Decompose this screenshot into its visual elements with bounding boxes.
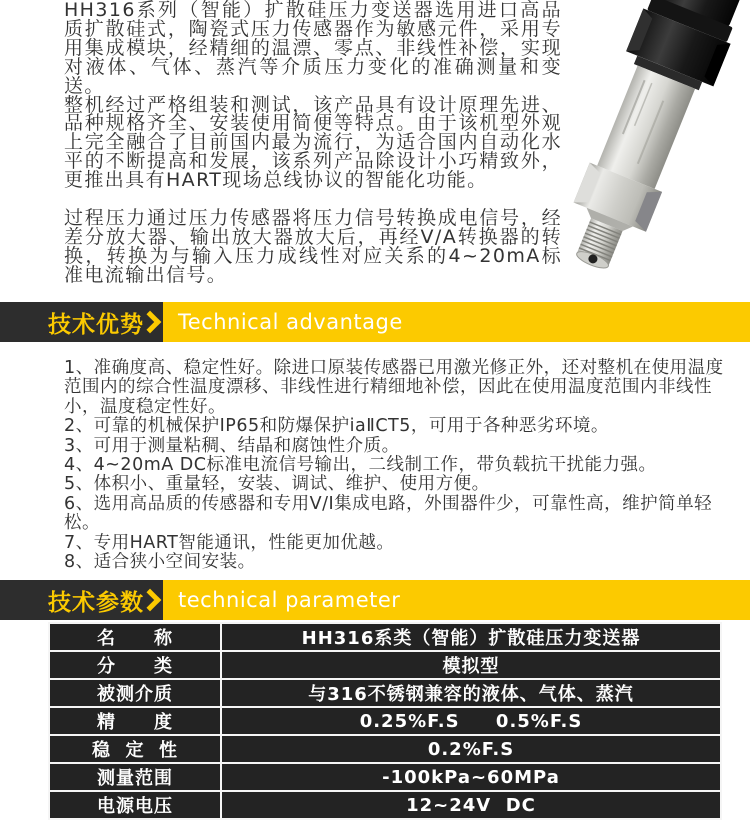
advantage-item: 2、可靠的机械保护IP65和防爆保护iaⅡCT5，可用于各种恶劣环境。 <box>64 416 609 437</box>
banner-yellow-bar <box>163 580 750 620</box>
param-value: 12~24V DC <box>221 791 721 819</box>
param-value: 0.2%F.S <box>221 735 721 763</box>
table-row <box>49 735 721 763</box>
table-row <box>49 679 721 707</box>
banner-yellow-bar <box>163 302 750 342</box>
product-intro <box>64 1 562 285</box>
param-value: 模拟型 <box>221 651 721 679</box>
section-header-advantage <box>0 302 750 342</box>
param-label: 精 度 <box>49 707 221 735</box>
table-row <box>49 623 721 651</box>
advantage-list <box>64 359 724 572</box>
advantage-item: 7、专用HART智能通讯，性能更加优越。 <box>64 532 395 553</box>
param-value: -100kPa~60MPa <box>221 763 721 791</box>
intro-paragraph-1: HH316系列（智能）扩散硅压力变送器选用进口高品质扩散硅式，陶瓷式压力传感器作为敏感元件，采用专用集成模块，经精细的温漂、零点、非线性补偿，实现对液体、气体、蒸汽等介质压力变化的准确测量和变送。 <box>64 0 562 97</box>
section-header-parameter <box>0 580 750 620</box>
table-row <box>49 791 721 819</box>
section-title-cn: 技术优势 <box>48 311 144 338</box>
section-title-cn: 技术参数 <box>48 589 144 616</box>
advantage-item: 8、适合狭小空间安装。 <box>64 552 256 573</box>
product-photo <box>540 0 750 300</box>
param-value: HH316系类（智能）扩散硅压力变送器 <box>221 623 721 651</box>
table-row <box>49 763 721 791</box>
parameter-table <box>48 622 722 820</box>
table-row <box>49 651 721 679</box>
param-label: 测量范围 <box>49 763 221 791</box>
advantage-item: 5、体积小、重量轻，安装、调试、维护、使用方便。 <box>64 474 490 495</box>
param-value: 与316不锈钢兼容的液体、气体、蒸汽 <box>221 679 721 707</box>
table-row <box>49 707 721 735</box>
advantage-item: 6、选用高品质的传感器和专用V/I集成电路，外围器件少，可靠性高，维护简单轻松。 <box>64 493 713 534</box>
pressure-transmitter-photo-icon <box>540 0 750 300</box>
section-title-en: Technical advantage <box>178 310 403 334</box>
param-label: 稳 定 性 <box>49 735 221 763</box>
advantage-item: 3、可用于测量粘稠、结晶和腐蚀性介质。 <box>64 435 400 456</box>
advantage-item: 4、4~20mA DC标准电流信号输出，二线制工作，带负载抗干扰能力强。 <box>64 455 657 476</box>
section-title-en: technical parameter <box>178 588 401 612</box>
param-label: 名 称 <box>49 623 221 651</box>
advantage-item: 1、准确度高、稳定性好。除进口原装传感器已用激光修正外，还对整机在使用温度范围内的综合性温度漂移、非线性进行精细地补偿，因此在使用温度范围内非线性小，温度稳定性好。 <box>64 358 724 417</box>
param-label: 分 类 <box>49 651 221 679</box>
intro-paragraph-3: 过程压力通过压力传感器将压力信号转换成电信号，经差分放大器、输出放大器放大后，再经V/A转换器的转换，转换为与输入压力成线性对应关系的4~20mA标准电流输出信号。 <box>64 207 562 286</box>
param-label: 被测介质 <box>49 679 221 707</box>
intro-paragraph-2: 整机经过严格组装和测试，该产品具有设计原理先进、品种规格齐全、安装使用简便等特点。由于该机型外观上完全融合了目前国内最为流行，为适合国内自动化水平的不断提高和发展，该系列产品除设计小巧精致外，更推出具有HART现场总线协议的智能化功能。 <box>64 93 562 192</box>
param-label: 电源电压 <box>49 791 221 819</box>
param-value: 0.25%F.S 0.5%F.S <box>221 707 721 735</box>
